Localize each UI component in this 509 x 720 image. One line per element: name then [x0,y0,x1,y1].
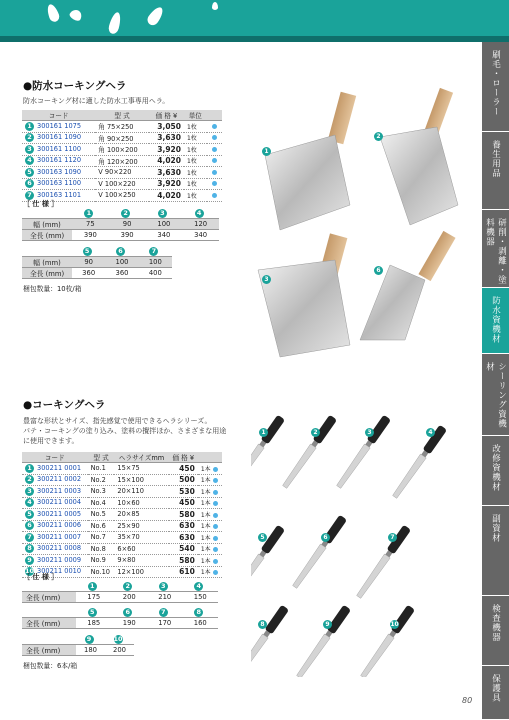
spec-table-2 [22,246,172,279]
product-table-waterproof [22,110,222,202]
photo-callout-2: 2 [311,428,320,437]
cart-dot-icon[interactable] [212,135,217,140]
table-row [22,532,222,544]
product-unit: 1枚 [184,144,207,156]
spec-row-label: 幅 (mm) [22,257,72,268]
photo-callout-3: 3 [365,428,374,437]
product-model: 角 75×250 [95,121,149,133]
caulking-spatula-5-image [251,525,285,600]
photo-callout-10: 10 [390,621,399,628]
sidebar-tab-inspection[interactable]: 検査機器 [482,596,509,666]
spec-value: 175 [76,592,112,603]
column-header: 型 式 [88,452,115,463]
spec-value: 90 [109,219,146,230]
spatula-size: 35×70 [114,532,168,544]
spatula-6-image [360,231,456,340]
packing-quantity: 梱包数量：10枚/箱 [23,285,82,293]
cart-dot-icon[interactable] [213,490,218,495]
product-price: 540 [169,543,198,555]
product-code: 6 300211 0006 [22,520,88,532]
product-price: 610 [169,566,198,578]
caulking-spatula-8-image [251,605,289,677]
product-code: 7 300211 0007 [22,532,88,544]
item-number-badge: 1 [25,122,34,131]
item-number-badge: 4 [194,582,203,591]
caulking-spatula-1-image [251,415,285,490]
spec-value: 100 [105,257,138,268]
product-model: No.3 [88,486,115,498]
item-number-badge: 5 [25,510,34,519]
category-sidebar [482,42,509,720]
cart-dot-icon[interactable] [213,501,218,506]
product-unit: 1本 [198,486,222,498]
spec-value: 200 [112,592,148,603]
product-unit: 1枚 [184,121,207,133]
caulking-spatula-9-image [295,605,351,677]
product-price: 580 [169,555,198,567]
header-stripe [0,36,509,42]
product-unit: 1本 [198,497,222,509]
cart-dot-icon[interactable] [212,147,217,152]
spatula-size: 10×60 [114,497,168,509]
column-header: コード [22,110,95,121]
product-code: 9 300211 0009 [22,555,88,567]
spatula-1-image [265,92,356,230]
section-description-line2: パテ・コーキングの塗り込み、塗料の攪拌ほか、さまざまな用途 [23,427,227,435]
cart-dot-icon[interactable] [213,536,218,541]
product-model: No.7 [88,532,115,544]
product-unit: 1本 [198,474,222,486]
caulking-spatula-10-image [359,605,415,677]
product-code: 5 300211 0005 [22,509,88,521]
spec-table-5 [22,634,134,656]
product-unit: 1本 [198,555,222,567]
spec-value: 390 [109,230,146,241]
table-row [22,132,222,144]
product-code: 8 300211 0008 [22,543,88,555]
sidebar-tab-sub-materials[interactable]: 副資材 [482,506,509,596]
table-row [22,474,222,486]
item-number-badge: 8 [25,544,34,553]
spatula-size: 15×100 [114,474,168,486]
spatula-size: 25×90 [114,520,168,532]
product-unit: 1本 [198,532,222,544]
photo-callout-1: 1 [259,428,268,437]
caulking-spatula-4-image [391,425,447,500]
spatula-size: 9×80 [114,555,168,567]
item-number-badge: 5 [25,168,34,177]
column-header [198,452,222,463]
product-code: 2 300211 0002 [22,474,88,486]
spec-table-3 [22,581,218,603]
spec-row-label: 全長 (mm) [22,230,72,241]
product-price: 530 [169,486,198,498]
cart-dot-icon[interactable] [213,478,218,483]
item-number-badge: 2 [121,209,130,218]
section-title-waterproof-spatula: ●防水コーキングヘラ [23,80,127,92]
item-number-badge: 3 [25,145,34,154]
leaf-decoration [107,11,122,35]
column-header: ヘラサイズmm [114,452,168,463]
sidebar-tab-waterproof[interactable]: 防水資機材 [482,288,509,354]
product-model: 角 90×250 [95,132,149,144]
section-description: 防水コーキング材に適した防水工事専用ヘラ。 [23,97,170,105]
product-model: V 100×250 [95,190,149,202]
spec-table-4 [22,607,218,629]
product-code: 10 300211 0010 [22,566,88,578]
item-number-badge: 4 [195,209,204,218]
spec-value: 200 [105,645,134,656]
sidebar-tab-curing[interactable]: 養生用品 [482,132,509,210]
table-header-row [22,452,222,463]
spec-row-label: 全長 (mm) [22,645,76,656]
product-price: 580 [169,509,198,521]
section-description-line1: 豊富な形状とサイズ、指先感覚で使用できるヘラシリーズ。 [23,417,212,425]
product-code: 1 300211 0001 [22,463,88,475]
spec-table-1 [22,208,219,241]
spec-value: 120 [182,219,219,230]
sidebar-tab-brush[interactable]: 刷毛・ローラー [482,42,509,132]
spec-value: 390 [72,230,109,241]
item-number-badge: 3 [159,582,168,591]
sidebar-tab-sealing[interactable]: シーリング資機材 [482,354,509,436]
product-price: 4,020 [149,155,184,167]
product-model: No.1 [88,463,115,475]
product-price: 3,920 [149,178,184,190]
item-number-badge: 2 [25,133,34,142]
product-price: 3,630 [149,132,184,144]
product-code: 4 300211 0004 [22,497,88,509]
product-code: 1 300161 1075 [22,121,95,133]
spec-value: 100 [146,219,183,230]
spec-value: 400 [139,268,172,279]
item-number-badge: 10 [113,634,123,643]
product-code: 7 300163 1101 [22,190,95,202]
spec-value: 360 [72,268,105,279]
column-header: コード [22,452,88,463]
caulking-spatula-7-image [355,525,411,600]
table-row [22,486,222,498]
caulking-spatula-6-image [291,515,347,590]
product-price: 4,020 [149,190,184,202]
product-code: 6 300163 1100 [22,178,95,190]
spec-value: 170 [147,618,183,629]
spec-row-label: 全長 (mm) [22,618,76,629]
product-unit: 1本 [198,463,222,475]
item-number-badge: 7 [149,247,158,256]
spec-heading: ［ 仕 様 ］ [23,200,59,208]
photo-callout-6: 6 [321,533,330,542]
cart-dot-icon[interactable] [213,547,218,552]
table-row [22,463,222,475]
spatula-size: 15×75 [114,463,168,475]
table-row [22,144,222,156]
product-table-caulking [22,452,222,578]
product-model: No.8 [88,543,115,555]
spatula-2-image [380,88,458,225]
cart-dot-icon[interactable] [212,158,217,163]
leaf-decoration [45,3,61,23]
spec-value: 210 [147,592,183,603]
spec-value: 180 [76,645,105,656]
spec-value: 100 [139,257,172,268]
photo-callout-1: 1 [262,147,271,156]
product-code: 5 300163 1090 [22,167,95,179]
sidebar-tab-grinding[interactable]: 研削・剥離・塗料機器 [482,210,509,288]
column-header: 単位 [184,110,207,121]
cart-dot-icon[interactable] [213,524,218,529]
product-price: 3,630 [149,167,184,179]
packing-quantity: 梱包数量：6本/箱 [23,662,78,670]
cart-dot-icon[interactable] [213,559,218,564]
product-unit: 1本 [198,509,222,521]
waterproof-spatula-photo [240,85,475,360]
product-unit: 1枚 [184,190,207,202]
leaf-decoration [212,2,218,10]
table-row [22,509,222,521]
cart-dot-icon[interactable] [213,467,218,472]
photo-callout-4: 4 [426,428,435,437]
spec-row-label: 全長 (mm) [22,592,76,603]
spatula-size: 12×100 [114,566,168,578]
photo-callout-8: 8 [258,620,267,629]
item-number-badge: 2 [123,582,132,591]
product-model: No.5 [88,509,115,521]
spatula-size: 20×110 [114,486,168,498]
spec-value: 340 [182,230,219,241]
photo-callout-9: 9 [323,620,332,629]
item-number-badge: 4 [25,156,34,165]
section-description-line3: に使用できます。 [23,437,79,445]
product-model: No.10 [88,566,115,578]
item-number-badge: 1 [88,582,97,591]
spec-value: 150 [183,592,219,603]
product-unit: 1枚 [184,167,207,179]
table-row [22,520,222,532]
product-price: 3,920 [149,144,184,156]
product-model: 角 120×200 [95,155,149,167]
product-code: 3 300161 1100 [22,144,95,156]
item-number-badge: 4 [25,498,34,507]
product-model: No.4 [88,497,115,509]
product-unit: 1本 [198,520,222,532]
product-model: No.6 [88,520,115,532]
product-price: 630 [169,520,198,532]
photo-callout-2: 2 [374,132,383,141]
table-row [22,543,222,555]
table-row [22,155,222,167]
product-price: 500 [169,474,198,486]
photo-callout-3: 3 [262,275,271,284]
product-model: No.2 [88,474,115,486]
product-unit: 1枚 [184,155,207,167]
spec-row-label: 全長 (mm) [22,268,72,279]
cart-dot-icon[interactable] [212,193,217,198]
spec-value: 360 [105,268,138,279]
photo-callout-6: 6 [374,266,383,275]
spatula-size: 20×85 [114,509,168,521]
photo-callout-5: 5 [258,533,267,542]
caulking-spatula-2-image [281,415,337,490]
product-code: 2 300161 1090 [22,132,95,144]
item-number-badge: 7 [159,608,168,617]
cart-dot-icon[interactable] [212,181,217,186]
product-model: 角 100×200 [95,144,149,156]
spec-value: 90 [72,257,105,268]
item-number-badge: 2 [25,475,34,484]
sidebar-tab-renovation[interactable]: 改修資機材 [482,436,509,506]
item-number-badge: 6 [116,247,125,256]
item-number-badge: 6 [25,179,34,188]
leaf-decoration [68,8,83,23]
product-price: 450 [169,497,198,509]
item-number-badge: 9 [25,556,34,565]
item-number-badge: 10 [25,567,35,576]
product-price: 3,050 [149,121,184,133]
item-number-badge: 1 [84,209,93,218]
product-unit: 1枚 [184,132,207,144]
table-row [22,178,222,190]
product-price: 450 [169,463,198,475]
product-code: 3 300211 0003 [22,486,88,498]
column-header: 価 格 ¥ [149,110,184,121]
item-number-badge: 7 [25,533,34,542]
photo-callout-7: 7 [388,533,397,542]
caulking-spatula-photo [251,397,475,677]
spec-value: 160 [183,618,219,629]
product-unit: 1枚 [184,178,207,190]
product-model: V 90×220 [95,167,149,179]
spatula-3-image [258,233,350,357]
item-number-badge: 1 [25,464,34,473]
item-number-badge: 5 [83,247,92,256]
caulking-spatula-3-image [335,415,391,490]
column-header: 価 格 ¥ [169,452,198,463]
spec-value: 340 [146,230,183,241]
page-number: 80 [462,696,473,705]
item-number-badge: 8 [194,608,203,617]
spec-value: 190 [112,618,148,629]
spec-value: 185 [76,618,112,629]
item-number-badge: 9 [85,635,94,644]
table-row [22,555,222,567]
header-band [0,0,509,42]
product-price: 630 [169,532,198,544]
item-number-badge: 3 [158,209,167,218]
leaf-decoration [145,5,165,28]
cart-dot-icon[interactable] [212,124,217,129]
spec-row-label: 幅 (mm) [22,219,72,230]
item-number-badge: 5 [88,608,97,617]
spec-value: 75 [72,219,109,230]
item-number-badge: 6 [123,608,132,617]
cart-dot-icon[interactable] [212,170,217,175]
item-number-badge: 6 [25,521,34,530]
column-header: 型 式 [95,110,149,121]
table-row [22,167,222,179]
table-row [22,121,222,133]
cart-dot-icon[interactable] [213,570,218,575]
spatula-size: 6×60 [114,543,168,555]
product-unit: 1本 [198,543,222,555]
section-title-caulking-spatula: ●コーキングヘラ [23,399,106,411]
item-number-badge: 3 [25,487,34,496]
product-model: V 100×220 [95,178,149,190]
spec-heading: ［ 仕 様 ］ [23,573,59,581]
item-number-badge: 7 [25,191,34,200]
table-row [22,497,222,509]
product-code: 4 300161 1120 [22,155,95,167]
product-model: No.9 [88,555,115,567]
sidebar-tab-protective[interactable]: 保護具 [482,666,509,720]
cart-dot-icon[interactable] [213,513,218,518]
product-unit: 1本 [198,566,222,578]
table-header-row [22,110,222,121]
